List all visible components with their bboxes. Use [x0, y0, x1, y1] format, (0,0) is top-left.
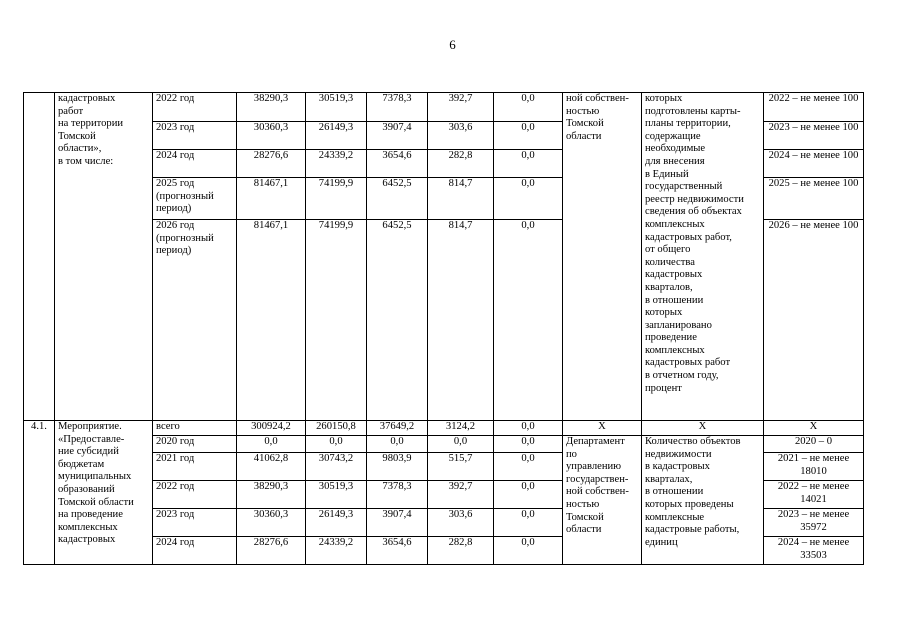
value-cell: 3907,4	[367, 509, 428, 537]
indicator-cell: которых подготовлены карты- планы территории, содержащие необходимые для внесения в Единый государственный реестр недвижимости сведения об объектах комплексных кадастровых работ, от общего количества кадастровых кварталов, в отношении которых запланировано проведение комплексных кадастровых работ в отчетном году, процент	[642, 93, 764, 421]
executor-cell: ной собствен- ностью Томской области	[563, 93, 642, 421]
target-cell: 2024 – не менее 100	[764, 150, 864, 178]
year-cell: 2022 год	[153, 481, 237, 509]
value-cell: 0,0	[494, 93, 563, 122]
value-cell: 6452,5	[367, 178, 428, 220]
value-cell: 282,8	[428, 537, 494, 565]
value-cell: 0,0	[237, 436, 306, 453]
value-cell: 303,6	[428, 122, 494, 150]
value-cell: 515,7	[428, 453, 494, 481]
target-cell: 2024 – не менее 33503	[764, 537, 864, 565]
value-cell: 74199,9	[306, 178, 367, 220]
value-cell: 28276,6	[237, 150, 306, 178]
target-cell: 2023 – не менее 35972	[764, 509, 864, 537]
value-cell: 0,0	[494, 220, 563, 421]
year-cell: всего	[153, 421, 237, 436]
value-cell: 30360,3	[237, 509, 306, 537]
year-cell: 2024 год	[153, 537, 237, 565]
value-cell: 392,7	[428, 481, 494, 509]
year-cell: 2022 год	[153, 93, 237, 122]
value-cell: 26149,3	[306, 122, 367, 150]
activity-name-cell: кадастровых работ на территории Томской области», в том числе:	[55, 93, 153, 421]
value-cell: 300924,2	[237, 421, 306, 436]
year-cell: 2026 год (прогнозный период)	[153, 220, 237, 421]
year-cell: 2023 год	[153, 122, 237, 150]
value-cell: 24339,2	[306, 150, 367, 178]
value-cell: 0,0	[428, 436, 494, 453]
value-cell: 7378,3	[367, 93, 428, 122]
year-cell: 2020 год	[153, 436, 237, 453]
value-cell: 81467,1	[237, 178, 306, 220]
year-cell: 2024 год	[153, 150, 237, 178]
target-cell: 2023 – не менее 100	[764, 122, 864, 150]
value-cell: 30743,2	[306, 453, 367, 481]
value-cell: 28276,6	[237, 537, 306, 565]
value-cell: 0,0	[494, 436, 563, 453]
target-cell: 2025 – не менее 100	[764, 178, 864, 220]
value-cell: 38290,3	[237, 93, 306, 122]
value-cell: 0,0	[306, 436, 367, 453]
target-cell: 2022 – не менее 14021	[764, 481, 864, 509]
year-cell: 2021 год	[153, 453, 237, 481]
value-cell: 814,7	[428, 220, 494, 421]
value-cell: 392,7	[428, 93, 494, 122]
value-cell: 0,0	[494, 178, 563, 220]
value-cell: 74199,9	[306, 220, 367, 421]
target-cell: 2020 – 0	[764, 436, 864, 453]
value-cell: 3907,4	[367, 122, 428, 150]
value-cell: 0,0	[494, 481, 563, 509]
value-cell: 30519,3	[306, 481, 367, 509]
value-cell: 7378,3	[367, 481, 428, 509]
value-cell: 9803,9	[367, 453, 428, 481]
value-cell: 3654,6	[367, 537, 428, 565]
value-cell: 41062,8	[237, 453, 306, 481]
activity-name-cell: Мероприятие. «Предоставле- ние субсидий бюджетам муниципальных образований Томской области на проведение комплексных кадастровых	[55, 421, 153, 565]
year-cell: 2023 год	[153, 509, 237, 537]
value-cell: 3124,2	[428, 421, 494, 436]
value-cell: 0,0	[494, 509, 563, 537]
page-number: 6	[449, 37, 456, 52]
value-cell: 0,0	[367, 436, 428, 453]
target-x-cell: X	[764, 421, 864, 436]
number-cell	[24, 93, 55, 421]
value-cell: 0,0	[494, 122, 563, 150]
value-cell: 814,7	[428, 178, 494, 220]
executor-x-cell: X	[563, 421, 642, 436]
table-row	[24, 93, 864, 122]
value-cell: 303,6	[428, 509, 494, 537]
target-cell: 2021 – не менее 18010	[764, 453, 864, 481]
value-cell: 37649,2	[367, 421, 428, 436]
value-cell: 6452,5	[367, 220, 428, 421]
indicator-x-cell: X	[642, 421, 764, 436]
value-cell: 0,0	[494, 537, 563, 565]
program-table	[23, 92, 864, 565]
value-cell: 38290,3	[237, 481, 306, 509]
target-cell: 2026 – не менее 100	[764, 220, 864, 421]
item-number-cell: 4.1.	[24, 421, 55, 565]
target-cell: 2022 – не менее 100	[764, 93, 864, 122]
value-cell: 260150,8	[306, 421, 367, 436]
value-cell: 3654,6	[367, 150, 428, 178]
table-row	[24, 421, 864, 436]
executor-cell: Департамент по управлению государствен- ной собствен- ностью Томской области	[563, 436, 642, 565]
value-cell: 30519,3	[306, 93, 367, 122]
value-cell: 0,0	[494, 150, 563, 178]
indicator-cell: Количество объектов недвижимости в кадастровых кварталах, в отношении которых проведены комплексные кадастровые работы, единиц	[642, 436, 764, 565]
value-cell: 282,8	[428, 150, 494, 178]
value-cell: 0,0	[494, 421, 563, 436]
value-cell: 30360,3	[237, 122, 306, 150]
value-cell: 0,0	[494, 453, 563, 481]
value-cell: 24339,2	[306, 537, 367, 565]
value-cell: 81467,1	[237, 220, 306, 421]
year-cell: 2025 год (прогнозный период)	[153, 178, 237, 220]
value-cell: 26149,3	[306, 509, 367, 537]
